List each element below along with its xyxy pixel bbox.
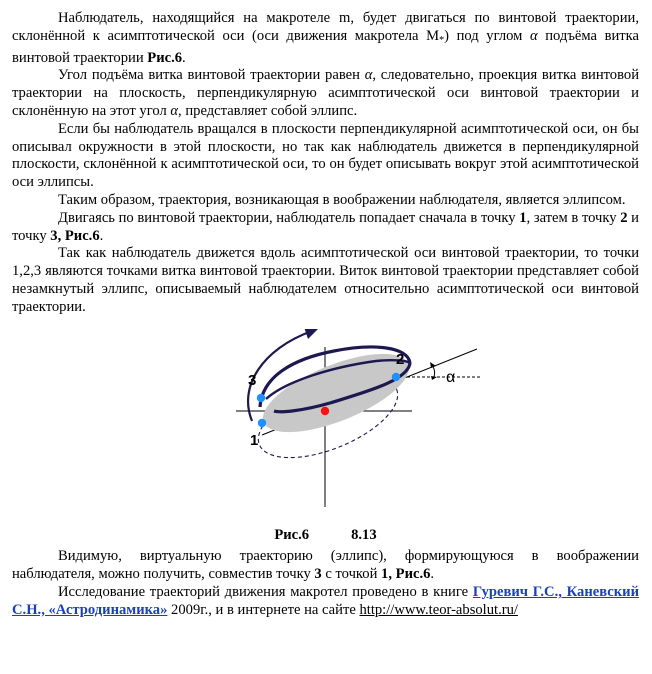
point-2 — [392, 372, 400, 380]
point-3 — [257, 393, 265, 401]
caption-number: 8.13 — [351, 526, 377, 543]
alpha-arc-arrowhead — [430, 362, 436, 368]
website-link[interactable]: http://www.teor-absolut.ru/ — [359, 601, 518, 618]
figure-caption — [12, 527, 639, 545]
paragraph-8: Исследование траекторий движения макротел проведено в книге Гуревич Г.С., Каневский С.Н., «Астродинамика» 2009г., и в интернете на сайте http://www.teor-absolut.ru/ — [12, 583, 639, 618]
paragraph-7: Видимую, виртуальную траекторию (эллипс), формирующуюся в воображении наблюдателя, можно получить, совместив точку 3 с точкой 1, Рис.6. — [12, 548, 639, 583]
paragraph-6: Так как наблюдатель движется вдоль асимптотической оси винтовой траектории, то точки 1,2,3 являются точками витка винтовой траектории. Виток винтовой траектории представляет собой незамкнутый эллипс, описываемый наблюдателем относительно асимптотической оси винтовой траектории. — [12, 245, 639, 315]
book-reference-link[interactable]: Гуревич Г.С., Каневский С.Н., «Астродинамика» — [12, 583, 639, 618]
label-2: 2 — [396, 350, 405, 368]
helix-ellipse-diagram — [12, 329, 639, 525]
paragraph-2: Угол подъёма витка винтовой траектории равен α, следовательно, проекция витка винтовой траектории на плоскость, перпендикулярную асимптотической оси винтовой траектории и склонённую на этот угол α, представляет собой эллипс. — [12, 67, 640, 119]
caption-figure-ref: Рис.6 — [274, 526, 310, 543]
paragraph-5: Двигаясь по винтовой траектории, наблюдатель попадает сначала в точку 1, затем в точку 2 и точку 3, Рис.6. — [12, 209, 639, 244]
label-1: 1 — [250, 431, 259, 449]
paragraph-3: Если бы наблюдатель вращался в плоскости перпендикулярной асимптотической оси, он бы описывал окружности в этой плоскости, но так как наблюдатель движется в перпендикулярной плоскости, склонённой к асимптотической оси, то он будет описывать вокруг этой асимптотической оси эллипсы. — [12, 120, 639, 191]
center-point — [321, 406, 329, 414]
figure-6 — [12, 329, 639, 525]
projected-ellipse — [253, 337, 419, 447]
paragraph-1: Наблюдатель, находящийся на макротеле m, будет двигаться по винтовой траектории, склонённой к асимптотической оси (оси движения макротела $M_*$) под углом α подъёма витка винтовой траектории Рис.6. — [12, 10, 639, 66]
label-alpha: α — [446, 368, 456, 386]
alpha-arc-arrowhead-lower — [431, 376, 437, 380]
label-3: 3 — [248, 371, 257, 389]
paragraph-4: Таким образом, траектория, возникающая в воображении наблюдателя, является эллипсом. — [58, 191, 626, 208]
point-1 — [258, 418, 266, 426]
document-page — [12, 10, 639, 620]
